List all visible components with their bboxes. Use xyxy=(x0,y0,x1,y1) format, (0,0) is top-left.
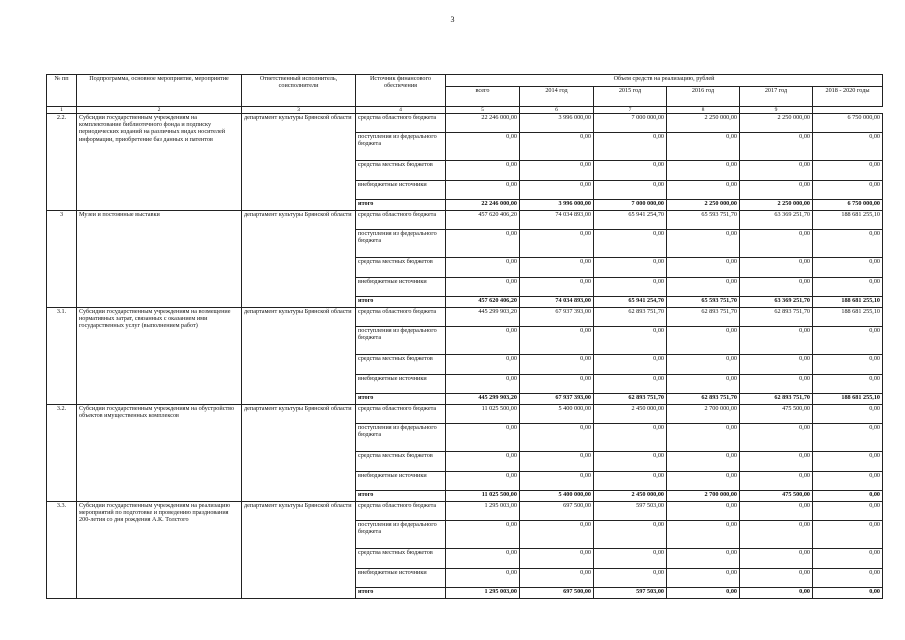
amount-cell: 65 941 254,70 xyxy=(594,297,667,308)
amount-cell: 0,00 xyxy=(740,327,813,355)
amount-cell: 0,00 xyxy=(520,375,594,394)
amount-cell: 6 750 000,00 xyxy=(813,114,883,133)
executor-name: департамент культуры Брянской области xyxy=(242,308,356,405)
amount-cell: 0,00 xyxy=(520,569,594,588)
funding-source: внебюджетные источники xyxy=(356,472,446,491)
amount-cell: 0,00 xyxy=(446,230,520,258)
funding-source: средства областного бюджета xyxy=(356,114,446,133)
funding-source: внебюджетные источники xyxy=(356,278,446,297)
funding-source: средства областного бюджета xyxy=(356,308,446,327)
amount-cell: 0,00 xyxy=(667,588,740,599)
amount-cell: 0,00 xyxy=(446,424,520,452)
column-number: 3 xyxy=(242,107,356,114)
column-number: 4 xyxy=(356,107,446,114)
amount-cell: 0,00 xyxy=(446,355,520,375)
header-year: всего xyxy=(446,87,520,107)
funding-source: внебюджетные источники xyxy=(356,181,446,200)
amount-cell: 67 937 393,00 xyxy=(520,308,594,327)
amount-cell: 2 250 000,00 xyxy=(740,114,813,133)
amount-cell: 0,00 xyxy=(813,258,883,278)
program-name: Субсидии государственным учреждениям на комплектование библиотечного фонда и подписку периодических изданий на различных видах носителей информации, приобретение баз данных и патентов xyxy=(77,114,242,211)
amount-cell: 0,00 xyxy=(740,521,813,549)
amount-cell: 0,00 xyxy=(740,258,813,278)
amount-cell: 2 250 000,00 xyxy=(667,200,740,211)
amount-cell: 0,00 xyxy=(520,133,594,161)
table-row xyxy=(47,308,883,327)
header-source: Источник финансового обеспечения xyxy=(356,75,446,107)
amount-cell: 0,00 xyxy=(740,230,813,258)
funding-source: средства местных бюджетов xyxy=(356,355,446,375)
column-number: 1 xyxy=(47,107,77,114)
funding-source: средства местных бюджетов xyxy=(356,549,446,569)
amount-cell: 0,00 xyxy=(740,472,813,491)
amount-cell: 597 503,00 xyxy=(594,502,667,521)
amount-cell: 0,00 xyxy=(813,181,883,200)
funding-source: итого xyxy=(356,491,446,502)
row-number: 3.1. xyxy=(47,308,77,405)
header-year: 2018 - 2020 годы xyxy=(813,87,883,107)
amount-cell: 0,00 xyxy=(446,472,520,491)
amount-cell: 7 000 000,00 xyxy=(594,114,667,133)
amount-cell: 0,00 xyxy=(740,502,813,521)
amount-cell: 0,00 xyxy=(520,549,594,569)
amount-cell: 0,00 xyxy=(667,549,740,569)
header-year: 2014 год xyxy=(520,87,594,107)
amount-cell: 0,00 xyxy=(667,181,740,200)
amount-cell: 0,00 xyxy=(446,452,520,472)
column-numbers-row xyxy=(47,107,883,114)
amount-cell: 0,00 xyxy=(813,588,883,599)
amount-cell: 0,00 xyxy=(813,491,883,502)
amount-cell: 445 299 903,20 xyxy=(446,308,520,327)
amount-cell: 0,00 xyxy=(520,258,594,278)
amount-cell: 0,00 xyxy=(740,161,813,181)
funding-source: итого xyxy=(356,588,446,599)
funding-source: средства местных бюджетов xyxy=(356,452,446,472)
amount-cell: 74 034 893,00 xyxy=(520,211,594,230)
amount-cell: 62 893 751,70 xyxy=(594,308,667,327)
budget-table xyxy=(46,74,883,599)
amount-cell: 0,00 xyxy=(446,258,520,278)
amount-cell: 0,00 xyxy=(740,375,813,394)
amount-cell: 65 593 751,70 xyxy=(667,211,740,230)
executor-name: департамент культуры Брянской области xyxy=(242,114,356,211)
program-name: Субсидии государственным учреждениям на возмещение нормативных затрат, связанных с оказанием ими государственных услуг (выполнением работ) xyxy=(77,308,242,405)
amount-cell: 0,00 xyxy=(446,521,520,549)
amount-cell: 0,00 xyxy=(813,549,883,569)
amount-cell: 0,00 xyxy=(740,278,813,297)
amount-cell: 22 246 000,00 xyxy=(446,114,520,133)
amount-cell: 0,00 xyxy=(594,278,667,297)
amount-cell: 0,00 xyxy=(813,278,883,297)
amount-cell: 0,00 xyxy=(594,521,667,549)
table-row xyxy=(47,211,883,230)
amount-cell: 0,00 xyxy=(667,230,740,258)
row-number: 3 xyxy=(47,211,77,308)
amount-cell: 2 700 000,00 xyxy=(667,491,740,502)
amount-cell: 0,00 xyxy=(740,549,813,569)
amount-cell: 0,00 xyxy=(667,133,740,161)
amount-cell: 0,00 xyxy=(594,452,667,472)
row-number: 2.2. xyxy=(47,114,77,211)
amount-cell: 0,00 xyxy=(446,133,520,161)
amount-cell: 0,00 xyxy=(520,452,594,472)
amount-cell: 1 295 003,00 xyxy=(446,502,520,521)
amount-cell: 0,00 xyxy=(594,181,667,200)
amount-cell: 0,00 xyxy=(667,375,740,394)
funding-source: поступления из федерального бюджета xyxy=(356,521,446,549)
page-number: 3 xyxy=(450,15,455,24)
funding-source: внебюджетные источники xyxy=(356,375,446,394)
amount-cell: 0,00 xyxy=(594,258,667,278)
column-number: 2 xyxy=(77,107,242,114)
amount-cell: 0,00 xyxy=(813,327,883,355)
column-number: 6 xyxy=(520,107,594,114)
funding-source: средства местных бюджетов xyxy=(356,258,446,278)
funding-source: поступления из федерального бюджета xyxy=(356,424,446,452)
amount-cell: 0,00 xyxy=(594,472,667,491)
amount-cell: 6 750 000,00 xyxy=(813,200,883,211)
program-name: Субсидии государственным учреждениям на реализацию мероприятий по подготовке и проведению празднования 200-летия со дня рождения А.К. Толстого xyxy=(77,502,242,599)
column-number: 5 xyxy=(446,107,520,114)
amount-cell: 67 937 393,00 xyxy=(520,394,594,405)
amount-cell: 0,00 xyxy=(520,181,594,200)
amount-cell: 62 893 751,70 xyxy=(667,394,740,405)
amount-cell: 3 996 000,00 xyxy=(520,200,594,211)
amount-cell: 2 700 000,00 xyxy=(667,405,740,424)
funding-source: поступления из федерального бюджета xyxy=(356,230,446,258)
amount-cell: 5 400 000,00 xyxy=(520,491,594,502)
amount-cell: 0,00 xyxy=(667,327,740,355)
amount-cell: 0,00 xyxy=(520,472,594,491)
amount-cell: 0,00 xyxy=(740,355,813,375)
amount-cell: 0,00 xyxy=(520,327,594,355)
funding-source: поступления из федерального бюджета xyxy=(356,133,446,161)
column-number: 9 xyxy=(740,107,813,114)
amount-cell: 62 893 751,70 xyxy=(667,308,740,327)
amount-cell: 0,00 xyxy=(446,278,520,297)
amount-cell: 3 996 000,00 xyxy=(520,114,594,133)
executor-name: департамент культуры Брянской области xyxy=(242,211,356,308)
amount-cell: 188 681 255,10 xyxy=(813,308,883,327)
amount-cell: 11 025 500,00 xyxy=(446,491,520,502)
header-year: 2015 год xyxy=(594,87,667,107)
amount-cell: 65 941 254,70 xyxy=(594,211,667,230)
amount-cell: 0,00 xyxy=(594,327,667,355)
amount-cell: 0,00 xyxy=(813,521,883,549)
header-year: 2017 год xyxy=(740,87,813,107)
amount-cell: 0,00 xyxy=(813,472,883,491)
amount-cell: 2 250 000,00 xyxy=(667,114,740,133)
amount-cell: 0,00 xyxy=(594,133,667,161)
amount-cell: 0,00 xyxy=(667,355,740,375)
amount-cell: 0,00 xyxy=(520,521,594,549)
amount-cell: 0,00 xyxy=(740,452,813,472)
amount-cell: 7 000 000,00 xyxy=(594,200,667,211)
amount-cell: 63 369 251,70 xyxy=(740,211,813,230)
amount-cell: 0,00 xyxy=(667,258,740,278)
amount-cell: 0,00 xyxy=(446,327,520,355)
amount-cell: 0,00 xyxy=(520,424,594,452)
amount-cell: 65 593 751,70 xyxy=(667,297,740,308)
amount-cell: 22 246 000,00 xyxy=(446,200,520,211)
row-number: 3.3. xyxy=(47,502,77,599)
amount-cell: 74 034 893,00 xyxy=(520,297,594,308)
amount-cell: 0,00 xyxy=(740,424,813,452)
amount-cell: 2 250 000,00 xyxy=(740,200,813,211)
table-row xyxy=(47,405,883,424)
amount-cell: 0,00 xyxy=(594,424,667,452)
amount-cell: 0,00 xyxy=(813,452,883,472)
amount-cell: 63 369 251,70 xyxy=(740,297,813,308)
header-volume: Объем средств на реализацию, рублей xyxy=(446,75,883,87)
amount-cell: 0,00 xyxy=(594,569,667,588)
amount-cell: 0,00 xyxy=(446,549,520,569)
amount-cell: 0,00 xyxy=(813,355,883,375)
header-no: № пп xyxy=(47,75,77,107)
amount-cell: 697 500,00 xyxy=(520,502,594,521)
amount-cell: 0,00 xyxy=(813,230,883,258)
row-number: 3.2. xyxy=(47,405,77,502)
amount-cell: 0,00 xyxy=(446,161,520,181)
funding-source: поступления из федерального бюджета xyxy=(356,327,446,355)
amount-cell: 0,00 xyxy=(594,375,667,394)
amount-cell: 62 893 751,70 xyxy=(740,308,813,327)
amount-cell: 0,00 xyxy=(594,161,667,181)
column-number: 7 xyxy=(594,107,667,114)
amount-cell: 0,00 xyxy=(446,181,520,200)
amount-cell: 62 893 751,70 xyxy=(740,394,813,405)
funding-source: итого xyxy=(356,394,446,405)
amount-cell: 1 295 003,00 xyxy=(446,588,520,599)
amount-cell: 0,00 xyxy=(813,502,883,521)
program-name: Музеи и постоянные выставки xyxy=(77,211,242,308)
funding-source: средства местных бюджетов xyxy=(356,161,446,181)
amount-cell: 0,00 xyxy=(520,278,594,297)
amount-cell: 188 681 255,10 xyxy=(813,394,883,405)
column-number: 8 xyxy=(667,107,740,114)
amount-cell: 0,00 xyxy=(594,230,667,258)
funding-source: средства областного бюджета xyxy=(356,405,446,424)
amount-cell: 0,00 xyxy=(667,278,740,297)
amount-cell: 0,00 xyxy=(813,375,883,394)
amount-cell: 0,00 xyxy=(594,355,667,375)
amount-cell: 5 400 000,00 xyxy=(520,405,594,424)
amount-cell: 0,00 xyxy=(446,375,520,394)
funding-source: итого xyxy=(356,297,446,308)
amount-cell: 0,00 xyxy=(667,472,740,491)
amount-cell: 457 620 406,20 xyxy=(446,211,520,230)
executor-name: департамент культуры Брянской области xyxy=(242,502,356,599)
header-year: 2016 год xyxy=(667,87,740,107)
amount-cell: 0,00 xyxy=(667,502,740,521)
funding-source: средства областного бюджета xyxy=(356,502,446,521)
program-name: Субсидии государственным учреждениям на обустройство объектов имущественных комплексов xyxy=(77,405,242,502)
amount-cell: 2 450 000,00 xyxy=(594,491,667,502)
amount-cell: 0,00 xyxy=(667,569,740,588)
amount-cell: 188 681 255,10 xyxy=(813,297,883,308)
amount-cell: 0,00 xyxy=(520,355,594,375)
amount-cell: 0,00 xyxy=(667,424,740,452)
amount-cell: 62 893 751,70 xyxy=(594,394,667,405)
amount-cell: 0,00 xyxy=(813,569,883,588)
executor-name: департамент культуры Брянской области xyxy=(242,405,356,502)
header-executor: Ответственный исполнитель, соисполнители xyxy=(242,75,356,107)
amount-cell: 188 681 255,10 xyxy=(813,211,883,230)
amount-cell: 0,00 xyxy=(594,549,667,569)
amount-cell: 597 503,00 xyxy=(594,588,667,599)
amount-cell: 0,00 xyxy=(520,230,594,258)
table-row xyxy=(47,502,883,521)
amount-cell: 475 500,00 xyxy=(740,405,813,424)
amount-cell: 0,00 xyxy=(740,181,813,200)
amount-cell: 0,00 xyxy=(520,161,594,181)
amount-cell: 0,00 xyxy=(813,133,883,161)
amount-cell: 0,00 xyxy=(740,133,813,161)
amount-cell: 0,00 xyxy=(667,161,740,181)
amount-cell: 0,00 xyxy=(740,569,813,588)
funding-source: средства областного бюджета xyxy=(356,211,446,230)
amount-cell: 11 025 500,00 xyxy=(446,405,520,424)
header-program: Подпрограмма, основное мероприятие, мероприятие xyxy=(77,75,242,107)
amount-cell: 0,00 xyxy=(740,588,813,599)
amount-cell: 475 500,00 xyxy=(740,491,813,502)
amount-cell: 457 620 406,20 xyxy=(446,297,520,308)
funding-source: внебюджетные источники xyxy=(356,569,446,588)
amount-cell: 0,00 xyxy=(667,452,740,472)
amount-cell: 0,00 xyxy=(813,424,883,452)
funding-source: итого xyxy=(356,200,446,211)
table-row xyxy=(47,114,883,133)
amount-cell: 697 500,00 xyxy=(520,588,594,599)
amount-cell: 0,00 xyxy=(446,569,520,588)
amount-cell: 2 450 000,00 xyxy=(594,405,667,424)
amount-cell: 0,00 xyxy=(813,405,883,424)
amount-cell: 0,00 xyxy=(813,161,883,181)
amount-cell: 0,00 xyxy=(667,521,740,549)
amount-cell: 445 299 903,20 xyxy=(446,394,520,405)
